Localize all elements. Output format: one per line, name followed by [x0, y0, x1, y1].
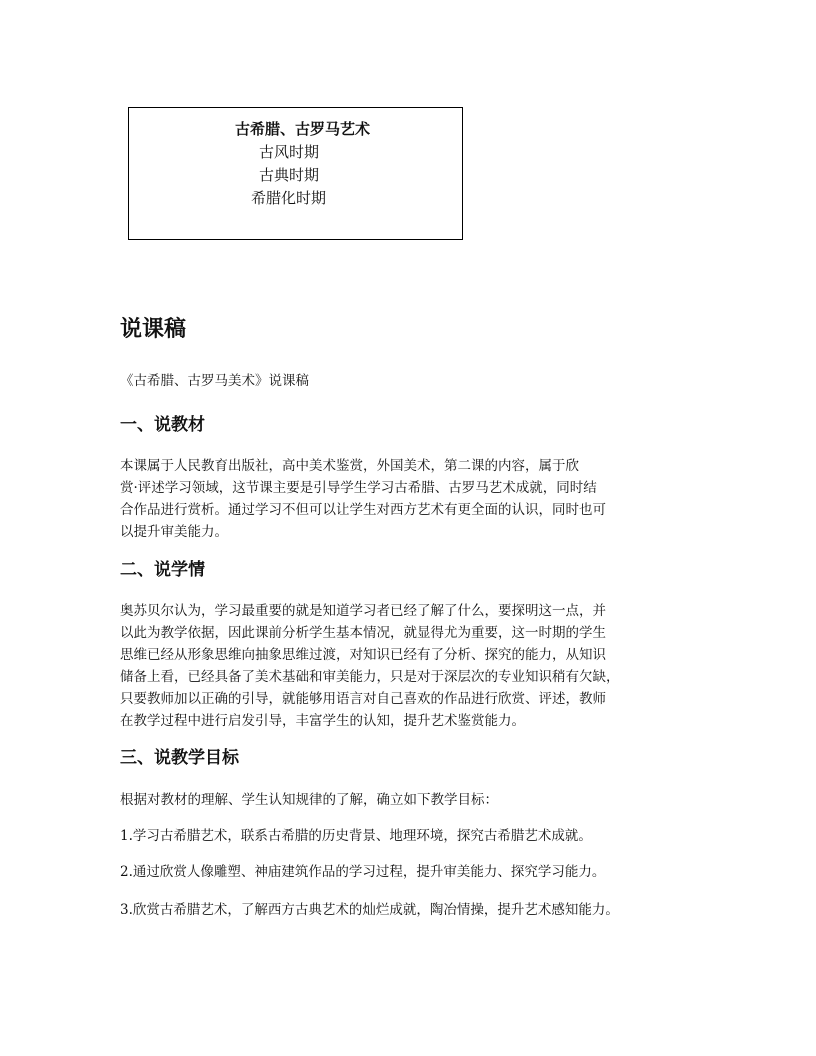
- outline-item-hellenistic: 希腊化时期: [251, 189, 327, 207]
- paragraph-line: 只要教师加以正确的引导，就能够用语言对自己喜欢的作品进行欣赏、评述，教师: [120, 691, 606, 707]
- section-paragraph-students: [120, 600, 704, 732]
- paragraph-line: 以此为教学依据，因此课前分析学生基本情况，就显得尤为重要，这一时期的学生: [120, 625, 606, 641]
- page-title: 说课稿: [120, 317, 187, 342]
- outline-box-title: 古希腊、古罗马艺术: [234, 120, 370, 138]
- document-subtitle: 《古希腊、古罗马美术》说课稿: [120, 373, 309, 389]
- outline-item-classical: 古典时期: [259, 166, 320, 184]
- outline-item-archaic: 古风时期: [259, 143, 320, 161]
- paragraph-line: 思维已经从形象思维向抽象思维过渡，对知识已经有了分析、探究的能力，从知识: [120, 647, 606, 663]
- section-heading-objectives: 三、说教学目标: [120, 748, 239, 768]
- section-paragraph-textbook: [120, 455, 704, 543]
- section-heading-students: 二、说学情: [120, 560, 205, 580]
- paragraph-line: 奥苏贝尔认为，学习最重要的就是知道学习者已经了解了什么，要探明这一点，并: [120, 603, 606, 619]
- objective-item-1: 1.学习古希腊艺术，联系古希腊的历史背景、地理环境，探究古希腊艺术成就。: [120, 828, 592, 844]
- paragraph-line: 以提升审美能力。: [120, 524, 228, 540]
- outline-box: [128, 107, 463, 240]
- paragraph-line: 储备上看，已经具备了美术基础和审美能力，只是对于深层次的专业知识稍有欠缺，: [120, 669, 620, 685]
- objective-item-2: 2.通过欣赏人像雕塑、神庙建筑作品的学习过程，提升审美能力、探究学习能力。: [120, 864, 606, 880]
- paragraph-line: 在教学过程中进行启发引导，丰富学生的认知，提升艺术鉴赏能力。: [120, 713, 525, 729]
- paragraph-line: 赏·评述学习领域，这节课主要是引导学生学习古希腊、古罗马艺术成就，同时结: [120, 480, 597, 496]
- objectives-intro: 根据对教材的理解、学生认知规律的了解，确立如下教学目标：: [120, 792, 498, 808]
- paragraph-line: 合作品进行赏析。通过学习不但可以让学生对西方艺术有更全面的认识，同时也可: [120, 502, 606, 518]
- paragraph-line: 本课属于人民教育出版社，高中美术鉴赏，外国美术，第二课的内容，属于欣: [120, 458, 579, 474]
- section-heading-textbook: 一、说教材: [120, 415, 205, 435]
- objective-item-3: 3.欣赏古希腊艺术，了解西方古典艺术的灿烂成就，陶冶情操，提升艺术感知能力。: [120, 902, 619, 918]
